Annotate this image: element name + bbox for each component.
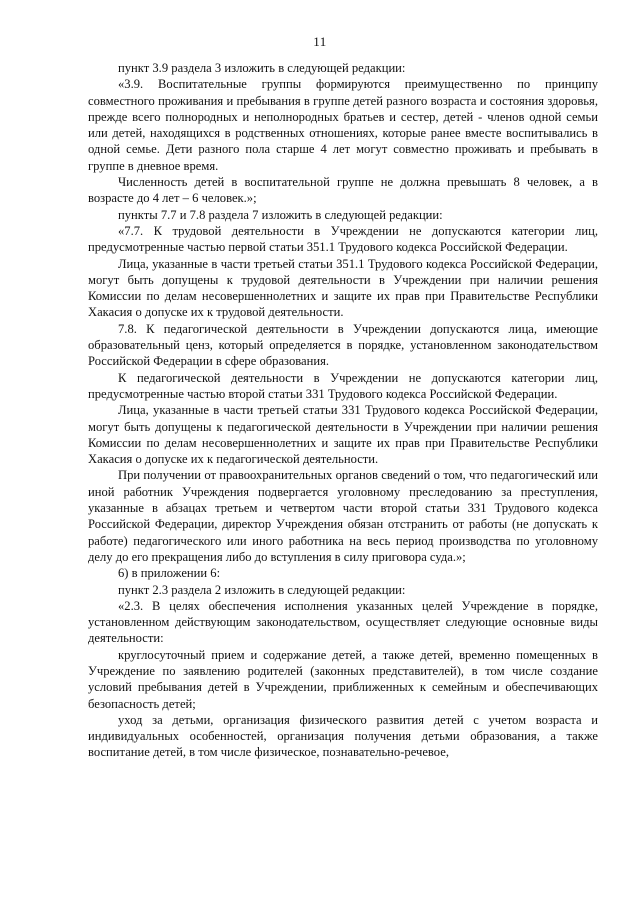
- paragraph-13: «2.3. В целях обеспечения исполнения указанных целей Учреждение в порядке, установленном действующим законодательством, осуществляет следующие основные виды деятельности:: [88, 598, 598, 646]
- paragraph-2: «3.9. Воспитательные группы формируются преимущественно по принципу совместного проживания и пребывания в группе детей разного возраста и состояния здоровья, прежде всего полнородных и неполнородных братьев и сестер, детей - членов одной семьи или детей, находящихся в родственных отношениях, которые ранее вместе воспитывались в одной семье. Дети разного пола старше 4 лет могут совместно проживать и пребывать в группе в дневное время.: [88, 77, 598, 173]
- paragraph-12: пункт 2.3 раздела 2 изложить в следующей редакции:: [118, 582, 406, 597]
- paragraph-15: уход за детьми, организация физического развития детей с учетом возраста и индивидуальных особенностей, организация получения детьми образования, а также воспитание детей, в том числе физическое, познавательно-речевое,: [88, 712, 598, 760]
- document-body: [88, 60, 598, 761]
- paragraph-5: «7.7. К трудовой деятельности в Учреждении не допускаются категории лиц, предусмотренные частью первой статьи 351.1 Трудового кодекса Российской Федерации.: [88, 223, 598, 255]
- paragraph-3: Численность детей в воспитательной группе не должна превышать 8 человек, а в возрасте до 4 лет – 6 человек.»;: [88, 175, 598, 206]
- paragraph-1: пункт 3.9 раздела 3 изложить в следующей редакции:: [118, 61, 406, 75]
- paragraph-8: К педагогической деятельности в Учреждении не допускаются категории лиц, предусмотренные частью второй статьи 331 Трудового кодекса Российской Федерации.: [88, 370, 598, 401]
- page-number: 11: [313, 34, 327, 49]
- paragraph-7: 7.8. К педагогической деятельности в Учреждении допускаются лица, имеющие образовательный ценз, который определяется в порядке, установленном законодательством Российской Федерации в сфере образования.: [88, 321, 598, 369]
- paragraph-14: круглосуточный прием и содержание детей, а также детей, временно помещенных в Учреждение по заявлению родителей (законных представителей), в том числе создание условий пребывания детей в Учреждении, приближенных к семейным и обеспечивающих безопасность детей;: [88, 647, 598, 711]
- paragraph-11: 6) в приложении 6:: [118, 566, 221, 581]
- paragraph-6: Лица, указанные в части третьей статьи 351.1 Трудового кодекса Российской Федерации, могут быть допущены к трудовой деятельности в Учреждении при наличии решения Комиссии по делам несовершеннолетних и защите их прав при Правительстве Республики Хакасия о допуске их к трудовой деятельности.: [88, 256, 598, 320]
- paragraph-4: пункты 7.7 и 7.8 раздела 7 изложить в следующей редакции:: [118, 207, 443, 222]
- paragraph-10: При получении от правоохранительных органов сведений о том, что педагогический или иной работник Учреждения подвергается уголовному преследованию за преступления, указанные в абзацах третьем и четвертом части второй статьи 331 Трудового кодекса Российской Федерации, директор Учреждения обязан отстранить от работы (не допускать к работе) педагогического или иного работника на весь период производства по уголовному делу до его прекращения либо до вступления в силу приговора суда.»;: [88, 468, 598, 564]
- paragraph-9: Лица, указанные в части третьей статьи 331 Трудового кодекса Российской Федерации, могут быть допущены к педагогической деятельности в Учреждении при наличии решения Комиссии по делам несовершеннолетних и защите их прав при Правительстве Республики Хакасия о допуске их к педагогической деятельности.: [88, 403, 598, 467]
